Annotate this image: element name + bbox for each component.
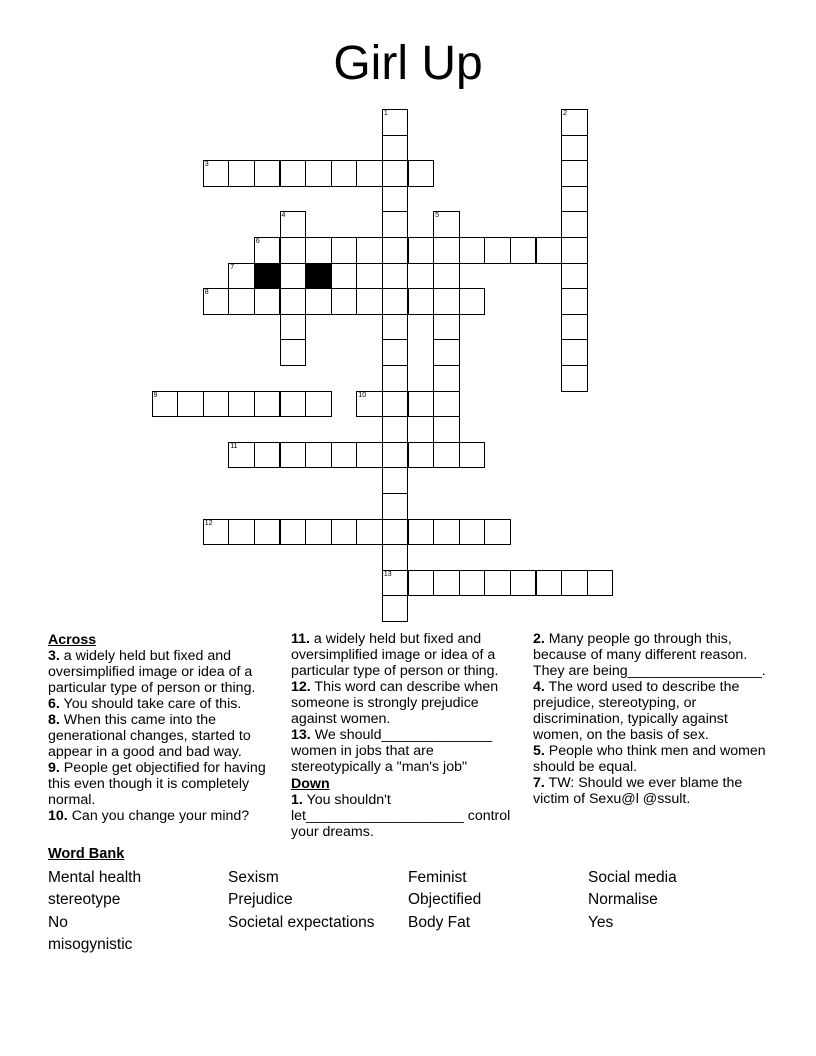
grid-cell[interactable]: [356, 519, 383, 546]
grid-cell[interactable]: [254, 160, 281, 187]
grid-cell[interactable]: [382, 519, 409, 546]
clue-across-8: 8. When this came into the generational changes, started to appear in a good and bad way.: [48, 712, 251, 760]
grid-cell[interactable]: [203, 519, 230, 546]
word-bank-item: Sexism: [228, 869, 279, 886]
grid-cell[interactable]: [382, 211, 409, 238]
grid-cell[interactable]: [484, 519, 511, 546]
grid-cell[interactable]: [459, 570, 486, 597]
grid-cell[interactable]: [382, 263, 409, 290]
grid-cell[interactable]: [561, 237, 588, 264]
grid-cell[interactable]: [280, 288, 307, 315]
clues-column-2: [291, 631, 527, 840]
grid-cell[interactable]: [280, 263, 307, 290]
grid-cell[interactable]: [356, 237, 383, 264]
grid-cell[interactable]: [382, 186, 409, 213]
grid-cell[interactable]: [382, 160, 409, 187]
grid-cell[interactable]: [305, 519, 332, 546]
grid-cell[interactable]: [433, 570, 460, 597]
clue-across-11: 11. a widely held but fixed and oversimplified image or idea of a particular type of person or thing.: [291, 631, 499, 679]
grid-cell[interactable]: [561, 314, 588, 341]
grid-cell[interactable]: [177, 391, 204, 418]
puzzle-title: Girl Up: [333, 37, 483, 90]
cell-number: 2: [563, 110, 567, 117]
grid-cell[interactable]: [254, 442, 281, 469]
grid-cell[interactable]: [382, 544, 409, 571]
grid-cell[interactable]: [280, 519, 307, 546]
grid-cell[interactable]: [408, 391, 435, 418]
grid-cell[interactable]: [382, 595, 409, 622]
grid-cell[interactable]: [561, 365, 588, 392]
grid-cell[interactable]: [382, 467, 409, 494]
clue-across-10: 10. Can you change your mind?: [48, 808, 250, 824]
grid-cell[interactable]: [356, 160, 383, 187]
grid-cell[interactable]: [382, 365, 409, 392]
cell-number: 12: [204, 519, 213, 527]
grid-cell[interactable]: [561, 109, 588, 136]
grid-cell[interactable]: [203, 160, 230, 187]
grid-cell[interactable]: [382, 288, 409, 315]
grid-cell[interactable]: [305, 237, 332, 264]
grid-cell[interactable]: [254, 288, 281, 315]
grid-cell[interactable]: [280, 339, 307, 366]
grid-cell[interactable]: [484, 237, 511, 264]
grid-cell[interactable]: [433, 288, 460, 315]
grid-cell[interactable]: [433, 416, 460, 443]
clue-across-6: 6. You should take care of this.: [48, 696, 242, 712]
word-bank-item: Prejudice: [228, 891, 293, 908]
grid-cell[interactable]: [228, 288, 255, 315]
grid-cell[interactable]: [382, 416, 409, 443]
grid-cell[interactable]: [228, 263, 255, 290]
word-bank-item: Normalise: [588, 891, 658, 908]
grid-cell[interactable]: [356, 391, 383, 418]
grid-cell[interactable]: [305, 442, 332, 469]
grid-cell[interactable]: [254, 237, 281, 264]
grid-cell[interactable]: [280, 211, 307, 238]
cell-number: 8: [204, 289, 209, 297]
grid-cell[interactable]: [433, 211, 460, 238]
grid-cell[interactable]: [408, 570, 435, 597]
grid-cell[interactable]: [484, 570, 511, 597]
grid-cell[interactable]: [459, 442, 486, 469]
cell-number: 9: [153, 391, 158, 399]
word-bank-item: Objectified: [408, 891, 482, 908]
cell-number: 3: [204, 161, 209, 169]
grid-cell[interactable]: [408, 519, 435, 546]
grid-cell[interactable]: [459, 519, 486, 546]
clue-down-2: 2. Many people go through this, because of many different reason. They are being_________________.: [533, 631, 766, 679]
grid-cell[interactable]: [561, 339, 588, 366]
grid-cell[interactable]: [433, 237, 460, 264]
grid-cell[interactable]: [228, 160, 255, 187]
clue-across-12: 12. This word can describe when someone is strongly prejudice against women.: [291, 679, 499, 727]
grid-cell[interactable]: [254, 391, 281, 418]
grid-cell[interactable]: [382, 442, 409, 469]
grid-cell[interactable]: [228, 519, 255, 546]
grid-cell[interactable]: [408, 442, 435, 469]
cell-number: 11: [230, 442, 238, 450]
grid-cell[interactable]: [561, 186, 588, 213]
across-heading: Across: [48, 632, 97, 648]
grid-cell[interactable]: [433, 314, 460, 341]
word-bank-item: No: [48, 914, 68, 931]
word-bank-item: Mental health: [48, 869, 142, 886]
cell-number: 1: [383, 110, 388, 117]
grid-cell[interactable]: [510, 570, 537, 597]
clue-across-3: 3. a widely held but fixed and oversimplified image or idea of a particular type of person or thing.: [48, 648, 256, 696]
clue-down-4: 4. The word used to describe the prejudice, stereotyping, or discrimination, typically against women, on the basis of sex.: [533, 679, 740, 743]
grid-cell[interactable]: [433, 442, 460, 469]
grid-cell[interactable]: [561, 570, 588, 597]
grid-cell[interactable]: [331, 160, 358, 187]
grid-cell[interactable]: [408, 237, 435, 264]
grid-block: [305, 263, 332, 290]
clues-column-3: [533, 631, 769, 807]
grid-cell[interactable]: [561, 263, 588, 290]
grid-cell[interactable]: [408, 160, 435, 187]
grid-cell[interactable]: [305, 160, 332, 187]
grid-block: [254, 263, 281, 290]
clues-column-1: [48, 631, 284, 824]
grid-cell[interactable]: [561, 288, 588, 315]
grid-cell[interactable]: [203, 288, 230, 315]
cell-number: 10: [358, 391, 367, 399]
grid-cell[interactable]: [433, 519, 460, 546]
grid-cell[interactable]: [254, 519, 281, 546]
word-bank-item: Yes: [588, 914, 614, 931]
grid-cell[interactable]: [382, 339, 409, 366]
grid-cell[interactable]: [459, 288, 486, 315]
grid-cell[interactable]: [331, 263, 358, 290]
grid-cell[interactable]: [152, 391, 179, 418]
grid-cell[interactable]: [561, 160, 588, 187]
grid-cell[interactable]: [280, 160, 307, 187]
grid-cell[interactable]: [510, 237, 537, 264]
grid-cell[interactable]: [356, 442, 383, 469]
grid-cell[interactable]: [305, 391, 332, 418]
clue-down-5: 5. People who think men and women should be equal.: [533, 743, 766, 775]
cell-number: 13: [383, 570, 392, 578]
grid-cell[interactable]: [331, 237, 358, 264]
cell-number: 5: [435, 212, 439, 220]
clue-down-7: 7. TW: Should we ever blame the victim of Sexu@l @ssult.: [533, 775, 743, 807]
grid-cell[interactable]: [459, 237, 486, 264]
grid-cell[interactable]: [536, 237, 563, 264]
word-bank-item: Feminist: [408, 869, 467, 886]
grid-cell[interactable]: [280, 314, 307, 341]
grid-cell[interactable]: [228, 442, 255, 469]
grid-cell[interactable]: [561, 211, 588, 238]
grid-cell[interactable]: [382, 109, 409, 136]
grid-cell[interactable]: [433, 263, 460, 290]
grid-cell[interactable]: [331, 519, 358, 546]
grid-cell[interactable]: [382, 570, 409, 597]
grid-cell[interactable]: [382, 493, 409, 520]
grid-cell[interactable]: [561, 135, 588, 162]
word-bank-heading: Word Bank: [48, 846, 125, 862]
word-bank-item: Body Fat: [408, 914, 471, 931]
grid-cell[interactable]: [280, 237, 307, 264]
grid-cell[interactable]: [382, 237, 409, 264]
grid-cell[interactable]: [356, 288, 383, 315]
grid-cell[interactable]: [228, 391, 255, 418]
grid-cell[interactable]: [280, 442, 307, 469]
clue-down-1: 1. You shouldn't let____________________ control your dreams.: [291, 792, 511, 840]
grid-cell[interactable]: [203, 391, 230, 418]
word-bank-item: misogynistic: [48, 936, 133, 953]
grid-cell[interactable]: [536, 570, 563, 597]
grid-cell[interactable]: [433, 391, 460, 418]
cell-number: 7: [230, 263, 235, 271]
word-bank-item: stereotype: [48, 891, 121, 908]
grid-cell[interactable]: [408, 288, 435, 315]
grid-cell[interactable]: [587, 570, 614, 597]
grid-cell[interactable]: [433, 365, 460, 392]
grid-cell[interactable]: [280, 391, 307, 418]
cell-number: 4: [281, 212, 286, 220]
grid-cell[interactable]: [382, 314, 409, 341]
down-heading: Down: [291, 776, 330, 792]
clue-across-13: 13. We should______________ women in jobs that are stereotypically a "man's job": [291, 727, 492, 775]
grid-cell[interactable]: [305, 288, 332, 315]
grid-cell[interactable]: [331, 288, 358, 315]
clue-across-9: 9. People get objectified for having this even though it is completely normal.: [48, 760, 266, 808]
grid-cell[interactable]: [433, 339, 460, 366]
word-bank-item: Societal expectations: [228, 914, 375, 931]
grid-cell[interactable]: [382, 135, 409, 162]
grid-cell[interactable]: [382, 391, 409, 418]
word-bank-item: Social media: [588, 869, 677, 886]
cell-number: 6: [255, 238, 260, 245]
grid-cell[interactable]: [331, 442, 358, 469]
